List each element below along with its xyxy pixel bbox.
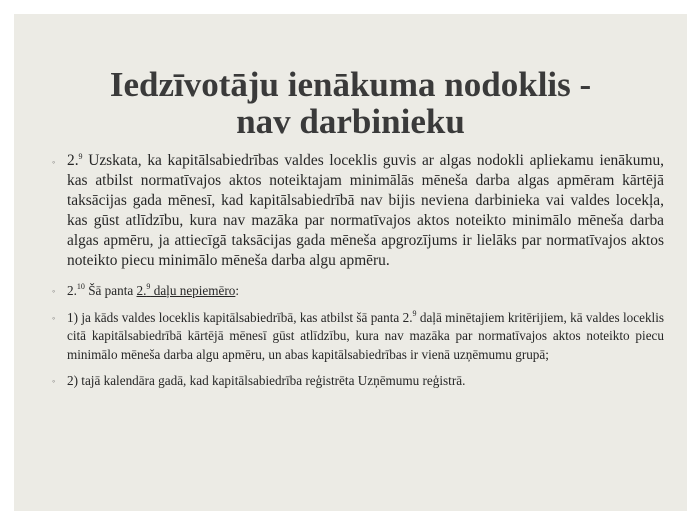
list-item [52,308,664,365]
list-item [52,151,664,271]
item-text-after: : [235,283,240,298]
bullet-list [52,151,664,391]
list-item [52,372,664,391]
slide-title-line-2: nav darbinieku [236,102,465,141]
item-text-before: 1) ja kāds valdes loceklis kapitālsabiedrībā, kas atbilst šā panta 2. [67,309,413,325]
item-superscript: 10 [76,282,85,291]
item-superscript: 9 [412,308,417,318]
bullet-icon: ◦ [52,312,56,323]
link-main: 2. [136,283,147,298]
bullet-icon: ◦ [52,286,56,296]
item-text-before: Šā panta [84,283,137,298]
bullet-icon: ◦ [52,376,56,386]
slide [14,14,687,511]
link-rest: daļu nepiemēro [150,283,236,298]
item-text-after: daļā minētajiem kritērijiem, kā valdes loceklis citā kapitālsabiedrībā kārtējā mēnesī gūst atlīdzību, kura nav mazāka par normatīvajos aktos noteikto piecu minimālo mēneša darba algu apmēru, un abas kapitālsabiedrības ir vienā uzņēmumu grupā; [67,309,664,362]
item-number: 2. [67,283,77,298]
slide-title-line-1: Iedzīvotāju ienākuma nodoklis - [109,65,592,104]
link-superscript: 9 [146,282,151,291]
list-item [52,282,664,301]
slide-title [14,66,687,140]
item-text: 2) tajā kalendāra gadā, kad kapitālsabiedrība reģistrēta Uzņēmumu reģistrā. [67,373,466,388]
item-number: 2. [67,152,79,169]
law-reference-link[interactable] [137,283,236,298]
bullet-icon: ◦ [52,157,56,167]
item-text: Uzskata, ka kapitālsabiedrības valdes loceklis guvis ar algas nodokli apliekamu ienākumu, kas atbilst normatīvajos aktos noteiktajam minimālās mēneša darba algas apmēram kārtējā taksācijas gada mēnesī, kad kapitālsabiedrībā nav bijis neviena darbinieka vai valdes locekļa, kas gūst atlīdzību, kura nav mazāka par normatīvajos aktos noteikto minimālo mēneša darba algas apmēru, ja attiecīgā taksācijas gada mēneša apgrozījums ir lielāks par normatīvajos aktos noteikto piecu minimālo mēneša darba algu apmēru. [67,152,664,269]
item-superscript: 9 [78,152,83,161]
